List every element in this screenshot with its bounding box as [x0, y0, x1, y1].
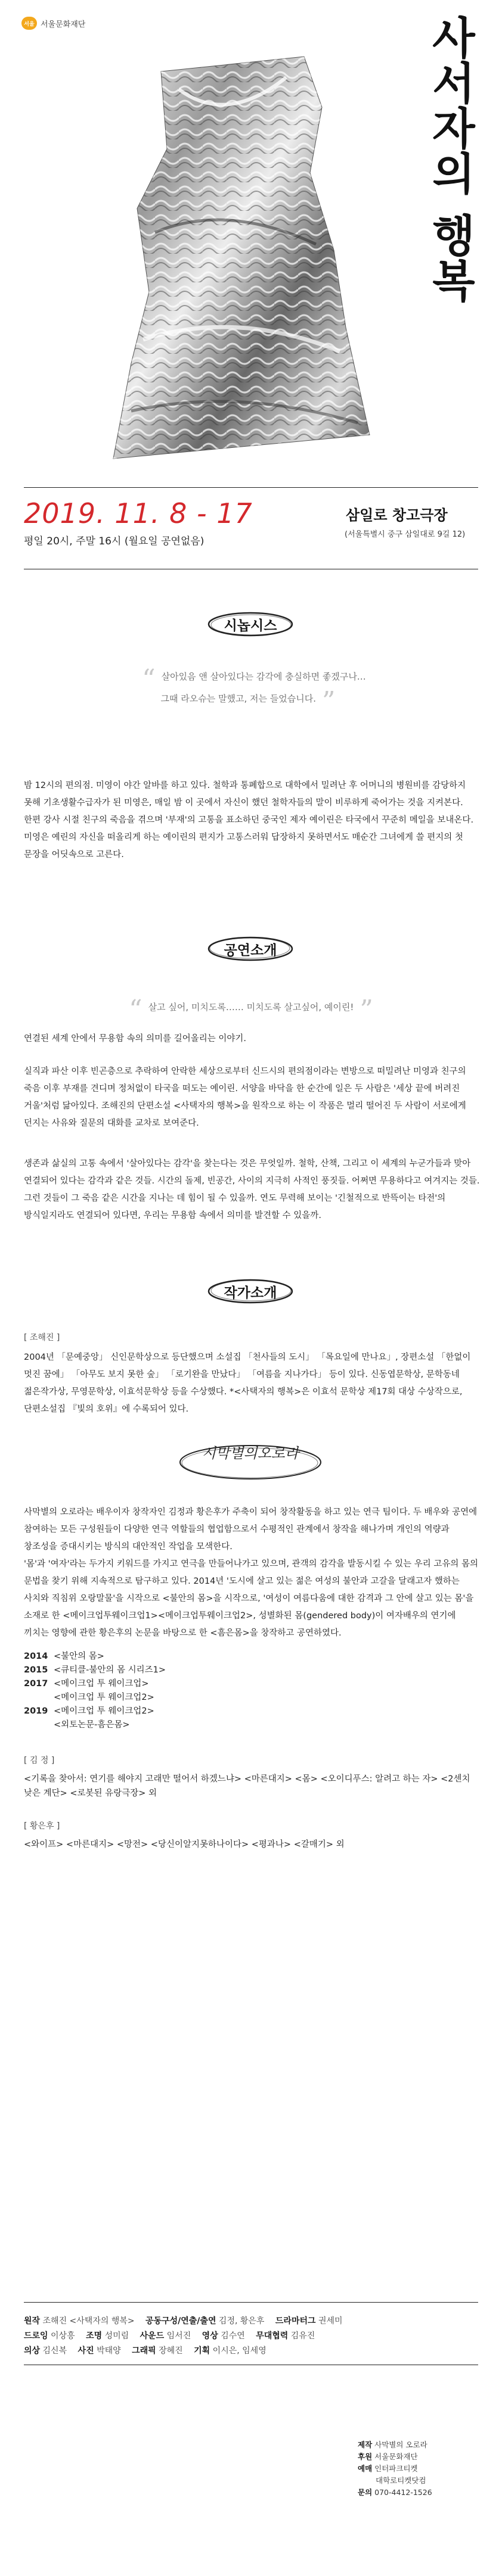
performance-body-2: 생존과 삶실의 고통 속에서 '살아있다는 감각'을 찾는다는 것은 무엇일까. 철학, 산책, 그리고 이 세계의 누군가들과 맞아 연결되어 있다는 감각과 같은 것들. 시간의 돌제, 빈공간, 사이의 지극히 사적인 풍짓들. 어쩌면 무용하다고 여겨지는 것들. 그런 것들이 그 죽음 같은 시간을 지나는 데 힘이 될 수 있을까. 연도 무력해 보이는 '긴철적으로 반뜩이는 타전'의 방식일지라도 연결되어 있다면, 우리는 무용함 속에서 의미를 발견할 수 있을까.: [24, 1159, 480, 1220]
event-dates: 2019. 11. 8 - 17: [24, 497, 253, 529]
credits: [24, 2314, 483, 2359]
venue-address: (서울특별시 중구 삼일대로 9길 12): [345, 530, 466, 539]
synopsis-quote-text: 살아있음 앤 살아있다는 감각에 충실하면 좋겠구나… 그때 라오슈는 말했고, 저는 들었습니다.: [160, 671, 366, 704]
production-line: 후원 서울문화재단: [358, 2452, 418, 2461]
history-item: <메이크업 투 웨이크업2>: [54, 1693, 154, 1702]
production-line: 대학로티켓닷컴: [376, 2476, 426, 2485]
company-logo-text: 시막별의오로라: [202, 1445, 299, 1462]
venue-name: 삼일로 창고극장: [346, 507, 448, 524]
hwang-label: [ 황은후 ]: [24, 1821, 60, 1831]
chrome-sculpture-image: [107, 54, 376, 465]
credit-line: 의상 김신복 사진 박태양 그래픽 장혜진 기획 이시은, 임세영: [24, 2346, 267, 2356]
vertical-title: 사서자의 행복: [424, 15, 476, 303]
performance-heading: [191, 935, 310, 963]
company-history: [24, 1650, 166, 1732]
production-info: [358, 2439, 432, 2499]
hwang-works: <와이프> <마른대지> <망전> <당신이알지못하나이다> <평과나> <갈매기> 외: [24, 1840, 345, 1849]
credit-line: 원작 조해진 <사택자의 행복> 공동구성/연출/출연 김정, 황은후 드라마터그 권세미: [24, 2316, 343, 2326]
performance-title: 공연소개: [224, 942, 277, 958]
production-line: 제작 사막별의 오로라: [358, 2440, 427, 2449]
quote-close-icon: ”: [360, 995, 373, 1025]
kim-label: [ 김 정 ]: [24, 1756, 55, 1765]
production-line: 문의 070-4412-1526: [358, 2488, 432, 2497]
performance-quote-text: 살고 싶어, 미치도록…… 미치도록 살고싶어, 예이린!: [148, 1002, 354, 1013]
logo: [21, 17, 85, 30]
quote-open-icon: “: [129, 995, 142, 1025]
history-item: 2014 <불안의 몸>: [24, 1652, 104, 1661]
performance-intro: 연결된 세계 안에서 무용함 속의 의미를 길어올리는 이야기.: [24, 1034, 247, 1044]
author-title: 작가소개: [224, 1285, 277, 1301]
history-item: <외토논문-흠은몸>: [54, 1720, 130, 1730]
logo-text: 서울문화재단: [41, 20, 86, 29]
kim-works: <기록을 찾아서: 연기를 해야지 고래만 떨어서 하겠느냐> <마른대지> <몸> <오이디푸스: 알려고 하는 자> <2센치 낮은 계단> <로봇된 유랑극장> 외: [24, 1774, 470, 1798]
quote-close-icon: ”: [321, 686, 336, 717]
author-heading: [191, 1278, 310, 1305]
synopsis-quote: [24, 664, 478, 717]
seoul-logo-icon: 서울: [21, 17, 37, 30]
production-line: 예매 인터파크티켓: [358, 2464, 418, 2473]
event-schedule: 평일 20시, 주말 16시 (월요일 공연없음): [24, 535, 204, 547]
synopsis-title: 시놉시스: [224, 618, 277, 634]
performance-body-1: 실직과 파산 이후 빈곤층으로 추락하여 안락한 세상으로부터 신드시의 편의점이라는 변방으로 떠밀려난 미영과 친구의 죽음 이후 부재를 견디며 정처없이 타국을 떠도는 예이린. 서양을 바닥을 한 순간에 일은 두 사람은 '세상 끝에 버려진 거울'처럼 닮아있다. 조해진의 단편소설 <사택자의 행복>을 원작으로 하는 이 작품은 멀리 떨어진 두 사람이 서로에게 던지는 사유와 질문의 대화를 교차로 보여준다.: [24, 1067, 466, 1128]
author-bio: 2004년 「문예중앙」 신인문학상으로 등단했으며 소설집 「천사들의 도시」 「목요일에 만나요」, 장편소설 「한없이 멋진 꿈에」 「아무도 보지 못한 숲」 「로기완을 만났다」 「여름을 지나가다」 등이 있다. 신동엽문학상, 문학동네 젊은작가상, 무영문학상, 이효석문학상 등을 수상했다. *<사택자의 행복>은 이효석 문학상 제17회 대상 수상작으로, 단편소설집 『빛의 호위』에 수록되어 있다.: [24, 1353, 471, 1414]
history-item: 2019 <메이크업 투 웨이크업2>: [24, 1706, 154, 1716]
history-item: 2017 <메이크업 투 웨이크업>: [24, 1679, 149, 1689]
performance-quote: [24, 995, 478, 1025]
synopsis-body: 밤 12시의 편의점. 미영이 야간 알바를 하고 있다. 철학과 통폐합으로 대학에서 밀려난 후 어머니의 병원비를 감당하지 못해 기초생활수급자가 된 미영은, 매일 밤 이 곳에서 자신이 했던 철학자들의 말이 비루하게 죽어가는 것을 지켜본다. 한편 강사 시절 친구의 죽음을 겪으며 '부재'의 고통을 표소하던 중국인 제자 예이린은 타국에서 꾸준히 메일을 보내온다. 미영은 예린의 자신을 떠올리게 하는 예이린의 편지가 고통스러워 답장하지 못하면서도 매순간 그녀에게 쓸 편지의 첫 문장을 어딧속으로 고른다.: [24, 781, 474, 859]
divider: [24, 487, 478, 488]
author-label: [ 조해진 ]: [24, 1333, 60, 1342]
quote-open-icon: “: [142, 664, 156, 694]
company-logo: [176, 1441, 325, 1483]
history-item: 2015 <큐티클-불안의 몸 시리즈1>: [24, 1665, 166, 1675]
credit-line: 드로잉 이상흥 조명 성미림 사운드 임서진 영상 김수연 무대협력 김유진: [24, 2331, 315, 2341]
company-body: 사막별의 오로라는 배우이자 창작자인 김정과 황은후가 주축이 되어 창작활동을 하고 있는 연극 팀이다. 두 배우와 공연에 참여하는 모든 구성원들이 다양한 연극 역할들의 협업함으로서 수평적인 관계에서 창작을 해나가며 개인의 역량과 창조성을 증대시키는 방식의 대안적인 작업을 모색한다. '몸'과 '여자'라는 두가지 키워드를 가지고 연극을 만들어나가고 있으며, 관객의 감각을 발동시킬 수 있는 우리 고유의 몸의 문법을 찾기 위해 지속적으로 탐구하고 있다. 2014년 '도시에 살고 있는 젊은 여성의 불안과 고갈을 달래고자 했하는 사치와 직침위 오랑말물'을 시작으로 <불안의 몸>을 시작으로, '여성이 여름다움에 대한 감격과 그 안에 살고 있는 몸'을 소재로 한 <메이크업투웨이크업1><메이크업투웨이크업2>, 성별화된 몸(gendered body)이 여자배우의 연기에 끼치는 영향에 관한 황은후의 논문을 바탕으로 한 <흠은몸>을 창작하고 공연하였다.: [24, 1507, 479, 1638]
synopsis-heading: [191, 610, 310, 638]
divider: [24, 2302, 478, 2303]
